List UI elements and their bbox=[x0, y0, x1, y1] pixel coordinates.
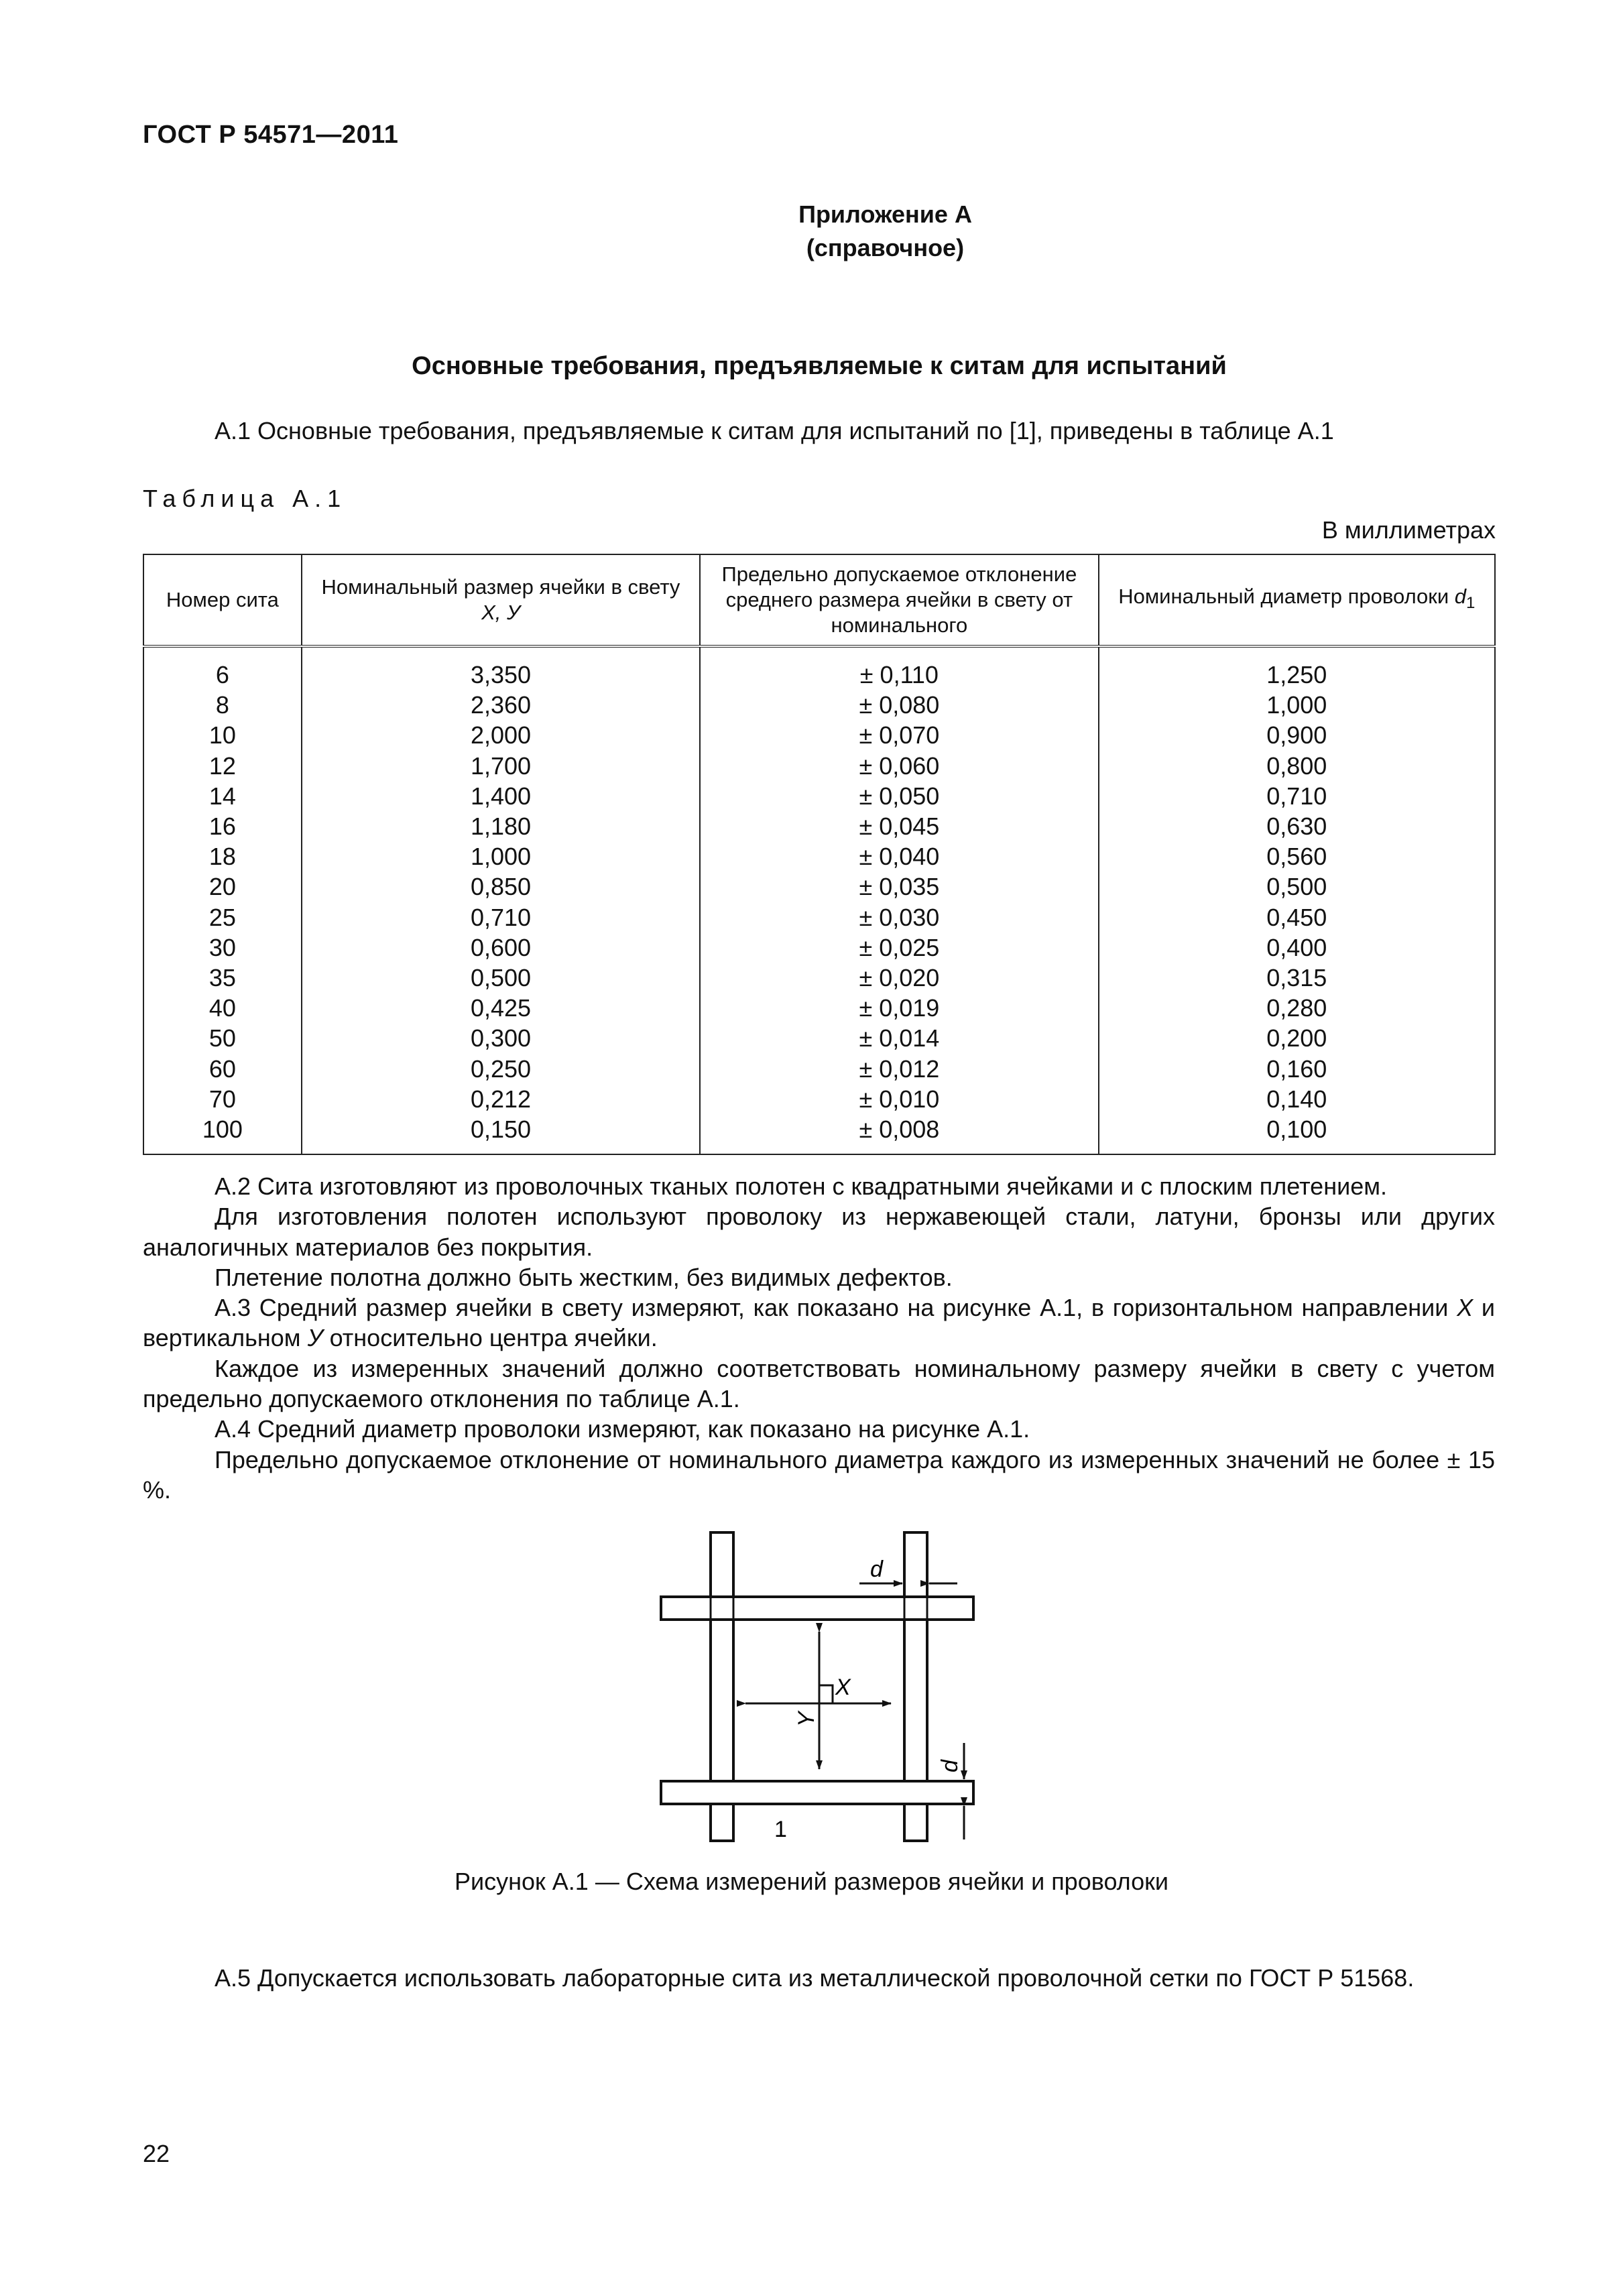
paragraph-a3-y: У bbox=[307, 1324, 323, 1352]
cell-sieve-number: 10 bbox=[143, 720, 302, 750]
cell-sieve-number: 20 bbox=[143, 871, 302, 902]
section-title: Основные требования, предъявляемые к ситам для испытаний bbox=[412, 352, 1227, 380]
header-mesh-size-text: Номинальный размер ячейки в свету bbox=[321, 575, 680, 599]
cell-mesh-size: 0,425 bbox=[302, 993, 700, 1023]
cell-mesh-size: 1,700 bbox=[302, 751, 700, 781]
paragraph-tolerance: Предельно допускаемое отклонение от номинального диаметра каждого из измеренных значений не более ± 15 %. bbox=[143, 1445, 1495, 1504]
paragraph-a4: А.4 Средний диаметр проволоки измеряют, как показано на рисунке А.1. bbox=[215, 1415, 1030, 1443]
cell-tolerance: ± 0,045 bbox=[700, 811, 1098, 841]
label-x: X bbox=[835, 1675, 851, 1700]
units-note: В миллиметрах bbox=[1321, 516, 1496, 544]
paragraph-weave: Плетение полотна должно быть жестким, без видимых дефектов. bbox=[215, 1263, 953, 1291]
paragraph-a3 bbox=[143, 1292, 1495, 1353]
cell-tolerance: ± 0,008 bbox=[700, 1114, 1098, 1154]
table-row bbox=[143, 1023, 1495, 1053]
cell-tolerance: ± 0,110 bbox=[700, 646, 1098, 690]
cell-tolerance: ± 0,014 bbox=[700, 1023, 1098, 1053]
document-header: ГОСТ Р 54571—2011 bbox=[143, 121, 399, 149]
cell-sieve-number: 18 bbox=[143, 841, 302, 871]
horizontal-wire-bottom bbox=[661, 1781, 973, 1804]
mesh-diagram bbox=[657, 1530, 985, 1845]
paragraph-a3-part2: и вертикальном bbox=[143, 1294, 1495, 1352]
cell-sieve-number: 12 bbox=[143, 751, 302, 781]
table-row bbox=[143, 1114, 1495, 1154]
cell-wire-diameter: 0,315 bbox=[1099, 963, 1495, 993]
cell-mesh-size: 1,180 bbox=[302, 811, 700, 841]
cell-sieve-number: 70 bbox=[143, 1084, 302, 1114]
header-mesh-size-vars: X, У bbox=[481, 601, 520, 624]
cell-sieve-number: 30 bbox=[143, 932, 302, 963]
cell-sieve-number: 8 bbox=[143, 690, 302, 720]
cell-tolerance: ± 0,050 bbox=[700, 781, 1098, 811]
cell-mesh-size: 0,250 bbox=[302, 1054, 700, 1084]
paragraph-a2: А.2 Сита изготовляют из проволочных тканых полотен с квадратными ячейками и с плоским плетением. bbox=[215, 1172, 1387, 1200]
cell-tolerance: ± 0,030 bbox=[700, 902, 1098, 932]
cell-sieve-number: 6 bbox=[143, 646, 302, 690]
label-1: 1 bbox=[774, 1817, 787, 1842]
cell-wire-diameter: 1,000 bbox=[1099, 690, 1495, 720]
header-wire-diameter bbox=[1099, 554, 1495, 646]
cell-tolerance: ± 0,019 bbox=[700, 993, 1098, 1023]
cell-wire-diameter: 0,560 bbox=[1099, 841, 1495, 871]
paragraph-measurement: Каждое из измеренных значений должно соответствовать номинальному размеру ячейки в свету с учетом предельно допускаемого отклонения по таблице А.1. bbox=[143, 1354, 1495, 1413]
body-text bbox=[143, 1171, 1495, 1505]
cell-tolerance: ± 0,012 bbox=[700, 1054, 1098, 1084]
cell-wire-diameter: 0,630 bbox=[1099, 811, 1495, 841]
cell-tolerance: ± 0,080 bbox=[700, 690, 1098, 720]
cell-sieve-number: 25 bbox=[143, 902, 302, 932]
cell-mesh-size: 1,000 bbox=[302, 841, 700, 871]
table-row bbox=[143, 902, 1495, 932]
cell-sieve-number: 50 bbox=[143, 1023, 302, 1053]
cell-mesh-size: 0,300 bbox=[302, 1023, 700, 1053]
figure-caption: Рисунок А.1 — Схема измерений размеров ячейки и проволоки bbox=[455, 1868, 1168, 1895]
table-row bbox=[143, 963, 1495, 993]
cell-sieve-number: 60 bbox=[143, 1054, 302, 1084]
paragraph-a3-x: X bbox=[1457, 1294, 1474, 1322]
table-header-row bbox=[143, 554, 1495, 646]
table-row bbox=[143, 932, 1495, 963]
sieve-table bbox=[143, 554, 1496, 1155]
appendix-title bbox=[0, 198, 1623, 265]
label-d-top: d bbox=[870, 1557, 883, 1582]
label-y: Y bbox=[794, 1711, 819, 1727]
table-row bbox=[143, 646, 1495, 690]
cell-wire-diameter: 0,280 bbox=[1099, 993, 1495, 1023]
cell-tolerance: ± 0,070 bbox=[700, 720, 1098, 750]
table-row bbox=[143, 841, 1495, 871]
appendix-label: Приложение А bbox=[798, 200, 972, 228]
table-row bbox=[143, 720, 1495, 750]
cell-wire-diameter: 0,200 bbox=[1099, 1023, 1495, 1053]
cell-wire-diameter: 0,800 bbox=[1099, 751, 1495, 781]
table-row bbox=[143, 1084, 1495, 1114]
cell-tolerance: ± 0,060 bbox=[700, 751, 1098, 781]
cell-mesh-size: 0,850 bbox=[302, 871, 700, 902]
cell-tolerance: ± 0,040 bbox=[700, 841, 1098, 871]
table-caption: Таблица А.1 bbox=[143, 485, 347, 512]
cell-sieve-number: 16 bbox=[143, 811, 302, 841]
cell-mesh-size: 2,360 bbox=[302, 690, 700, 720]
cell-mesh-size: 0,500 bbox=[302, 963, 700, 993]
cell-mesh-size: 0,150 bbox=[302, 1114, 700, 1154]
cell-sieve-number: 14 bbox=[143, 781, 302, 811]
table-row bbox=[143, 871, 1495, 902]
header-wire-diameter-var: d bbox=[1454, 584, 1466, 608]
header-wire-diameter-text: Номинальный диаметр проволоки bbox=[1118, 584, 1455, 608]
mesh-figure bbox=[657, 1530, 985, 1845]
cell-sieve-number: 35 bbox=[143, 963, 302, 993]
table-row bbox=[143, 690, 1495, 720]
cell-mesh-size: 0,212 bbox=[302, 1084, 700, 1114]
cell-mesh-size: 3,350 bbox=[302, 646, 700, 690]
cell-mesh-size: 0,710 bbox=[302, 902, 700, 932]
table-row bbox=[143, 1054, 1495, 1084]
header-wire-diameter-sub: 1 bbox=[1466, 594, 1476, 613]
paragraph-a1: А.1 Основные требования, предъявляемые к ситам для испытаний по [1], приведены в таблице А.1 bbox=[215, 417, 1334, 444]
cell-wire-diameter: 0,100 bbox=[1099, 1114, 1495, 1154]
cell-sieve-number: 100 bbox=[143, 1114, 302, 1154]
cell-mesh-size: 1,400 bbox=[302, 781, 700, 811]
paragraph-a3-part1: А.3 Средний размер ячейки в свету измеряют, как показано на рисунке А.1, в горизонтальном направлении bbox=[215, 1294, 1457, 1322]
cell-wire-diameter: 0,400 bbox=[1099, 932, 1495, 963]
header-tolerance: Предельно допускаемое отклонение среднего размера ячейки в свету от номинального bbox=[700, 554, 1098, 646]
table-row bbox=[143, 751, 1495, 781]
cell-wire-diameter: 0,450 bbox=[1099, 902, 1495, 932]
cell-wire-diameter: 0,140 bbox=[1099, 1084, 1495, 1114]
cell-wire-diameter: 0,710 bbox=[1099, 781, 1495, 811]
cell-tolerance: ± 0,035 bbox=[700, 871, 1098, 902]
header-sieve-number: Номер сита bbox=[143, 554, 302, 646]
header-mesh-size bbox=[302, 554, 700, 646]
appendix-subtitle: (справочное) bbox=[806, 234, 965, 261]
cell-sieve-number: 40 bbox=[143, 993, 302, 1023]
paragraph-a5: А.5 Допускается использовать лабораторные сита из металлической проволочной сетки по ГОСТ Р 51568. bbox=[215, 1964, 1415, 1992]
cell-wire-diameter: 0,900 bbox=[1099, 720, 1495, 750]
cell-tolerance: ± 0,010 bbox=[700, 1084, 1098, 1114]
cell-tolerance: ± 0,025 bbox=[700, 932, 1098, 963]
page-number: 22 bbox=[143, 2140, 170, 2167]
cell-mesh-size: 2,000 bbox=[302, 720, 700, 750]
table-row bbox=[143, 993, 1495, 1023]
cell-wire-diameter: 0,500 bbox=[1099, 871, 1495, 902]
paragraph-a3-part3: относительно центра ячейки. bbox=[322, 1324, 658, 1352]
cell-wire-diameter: 1,250 bbox=[1099, 646, 1495, 690]
cell-tolerance: ± 0,020 bbox=[700, 963, 1098, 993]
paragraph-materials: Для изготовления полотен используют проволоку из нержавеющей стали, латуни, бронзы или других аналогичных материалов без покрытия. bbox=[143, 1203, 1495, 1261]
cell-wire-diameter: 0,160 bbox=[1099, 1054, 1495, 1084]
table-row bbox=[143, 781, 1495, 811]
label-d-side: d bbox=[937, 1760, 963, 1772]
cell-mesh-size: 0,600 bbox=[302, 932, 700, 963]
table-row bbox=[143, 811, 1495, 841]
